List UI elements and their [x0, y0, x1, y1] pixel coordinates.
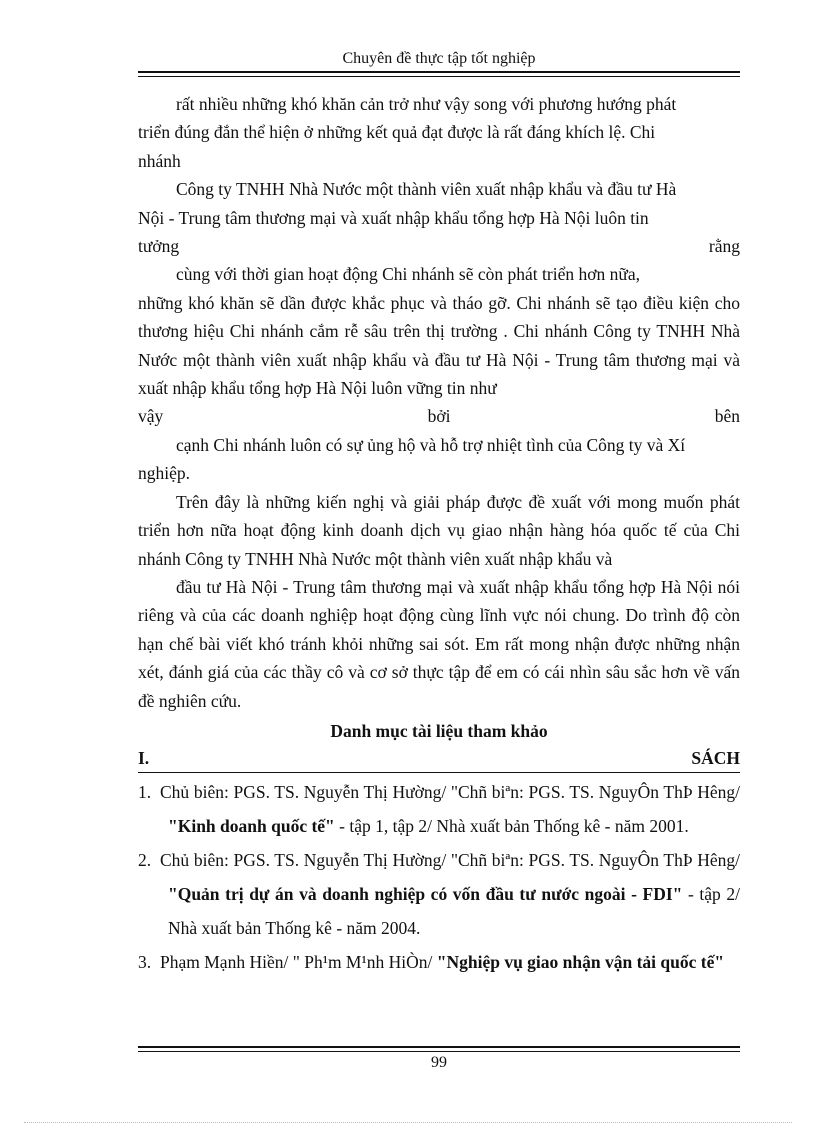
paragraph: đầu tư Hà Nội - Trung tâm thương mại và xuất nhập khẩu tổng hợp Hà Nội nói riêng và của các doanh nghiệp hoạt động cùng lĩnh vực nói chung. Do trình độ còn hạn chế bài viết khó tránh khỏi những sai sót. Em rất mong nhận được những nhận xét, đánh giá của các thầy cô và cơ sở thực tập để em có cái nhìn sâu sắc hơn về vấn đề nghiên cứu.	[138, 576, 740, 711]
paragraph: Nội - Trung tâm thương mại và xuất nhập khẩu tổng hợp Hà Nội luôn tin	[138, 207, 649, 228]
page-content	[138, 90, 740, 979]
paragraph: cùng với thời gian hoạt động Chi nhánh sẽ còn phát triển hơn nữa,	[176, 264, 640, 285]
paragraph: tưởng rằng	[138, 236, 740, 257]
paragraph: vậy bởi bên	[138, 406, 740, 427]
page-header-title: Chuyên đề thực tập tốt nghiệp	[342, 50, 536, 67]
reference-item: 1. Chủ biên: PGS. TS. Nguyễn Thị Hường/ "Chñ biªn: PGS. TS. NguyÔn ThÞ Hêng/ "Kinh doanh quốc tế" - tập 1, tập 2/ Nhà xuất bản Thống kê - năm 2001.	[138, 782, 740, 837]
references-section-heading: I. SÁCH	[138, 745, 740, 773]
paragraph: nhánh	[138, 150, 181, 171]
reference-item: 3. Phạm Mạnh Hiền/ " Ph¹m M¹nh HiÒn/ "Nghiệp vụ giao nhận vận tải quốc tế"	[138, 952, 725, 973]
page-number: 99	[431, 1054, 447, 1071]
paragraph: rất nhiều những khó khăn cản trở như vậy song với phương hướng phát	[176, 94, 677, 114]
references-title: Danh mục tài liệu tham khảo	[330, 720, 548, 741]
reference-item: 2. Chủ biên: PGS. TS. Nguyễn Thị Hường/ "Chñ biªn: PGS. TS. NguyÔn ThÞ Hêng/ "Quản trị dự án và doanh nghiệp có vốn đầu tư nước ngoài - FDI" - tập 2/ Nhà xuất bản Thống kê - năm 2004.	[138, 850, 740, 939]
paragraph: Trên đây là những kiến nghị và giải pháp được đề xuất với mong muốn phát triển hơn nữa hoạt động kinh doanh dịch vụ giao nhận hàng hóa quốc tế của Chi nhánh Công ty TNHH Nhà Nước một thành viên xuất nhập khẩu và	[138, 491, 740, 569]
paragraph: những khó khăn sẽ dần được khắc phục và tháo gỡ. Chi nhánh sẽ tạo điều kiện cho thương hiệu Chi nhánh cắm rễ sâu trên thị trường . Chi nhánh Công ty TNHH Nhà Nước một thành viên xuất nhập khẩu và đầu tư Hà Nội - Trung tâm thương mại và xuất nhập khẩu tổng hợp Hà Nội luôn vững tin như	[138, 292, 740, 399]
paragraph: cạnh Chi nhánh luôn có sự ủng hộ và hỗ trợ nhiệt tình của Công ty và Xí	[176, 434, 686, 455]
paragraph: triển đúng đắn thể hiện ở những kết quả đạt được là rất đáng khích lệ. Chi	[138, 122, 656, 143]
paragraph: nghiệp.	[138, 463, 191, 484]
header-rule	[138, 71, 740, 77]
paragraph: Công ty TNHH Nhà Nước một thành viên xuất nhập khẩu và đầu tư Hà	[176, 179, 677, 200]
footer-rule	[138, 1046, 740, 1052]
